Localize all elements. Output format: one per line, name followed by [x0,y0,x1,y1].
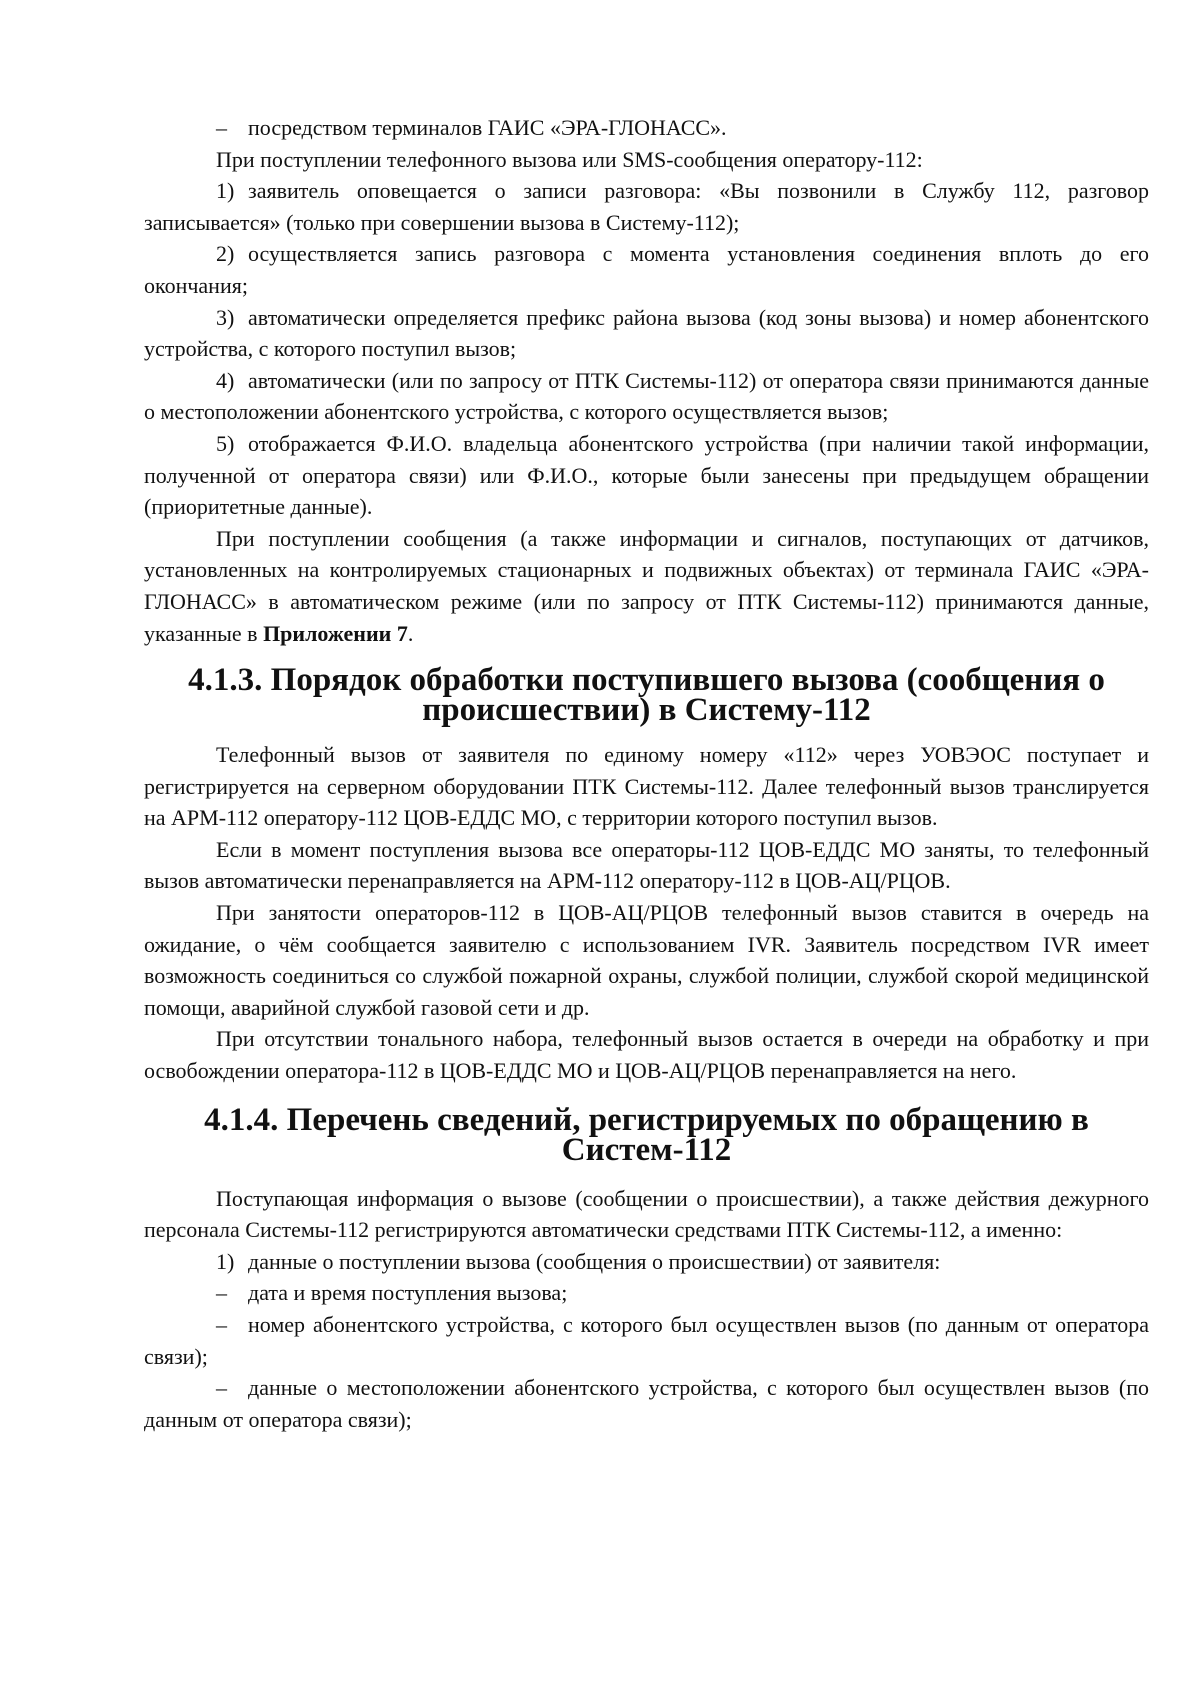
list-item-text: данные о поступлении вызова (сообщения о происшествии) от заявителя: [248,1248,941,1274]
list-number: 2) [216,241,235,267]
list-item-1 [144,175,1149,238]
list-item-4 [144,365,1149,428]
list-number: 5) [216,430,235,456]
dash-item-text: номер абонентского устройства, с которого был осуществлен вызов (по данным от оператора связи); [144,1312,1149,1369]
list-item-5 [144,428,1149,523]
section-413-paragraph-3: При занятости операторов-112 в ЦОВ-АЦ/РЦОВ телефонный вызов ставится в очередь на ожидание, о чём сообщается заявителю с использованием IVR. Заявитель посредством IVR имеет возможность соединиться со службой пожарной охраны, службой полиции, службой скорой медицинской помощи, аварийной службой газовой сети и др. [144,900,1149,1020]
list-number: 4) [216,367,235,393]
dash-item-2 [144,1309,1149,1372]
glonass-text-end: . [407,620,414,646]
intro-dash-item [144,112,1149,144]
dash-item-3 [144,1372,1149,1435]
list-item-text: автоматически определяется префикс района вызова (код зоны вызова) и номер абонентского устройства, с которого поступил вызов; [144,304,1149,362]
list-item-2 [144,238,1149,301]
glonass-text: При поступлении сообщения (а также информации и сигналов, поступающих от датчиков, установленных на контролируемых стационарных и подвижных объектах) от терминала ГАИС «ЭРА-ГЛОНАСС» в автоматическом режиме (или по запросу от ПТК Системы-112) принимаются данные, указанные в [144,525,1149,646]
intro-paragraph: При поступлении телефонного вызова или SMS-сообщения оператору-112: [216,146,923,172]
list-item-text: автоматически (или по запросу от ПТК Системы-112) от оператора связи принимаются данные о местоположении абонентского устройства, с которого осуществляется вызов; [144,367,1149,425]
section-414-heading: 4.1.4. Перечень сведений, регистрируемых по обращению в Систем-112 [204,1101,1089,1168]
list-item-3 [144,302,1149,365]
appendix-reference: Приложении 7 [263,620,408,646]
section-413-heading: 4.1.3. Порядок обработки поступившего вызова (сообщения о происшествии) в Систему-112 [188,662,1105,729]
dash-marker: – [216,1375,227,1401]
glonass-paragraph [144,523,1149,649]
intro-item-text: посредством терминалов ГАИС «ЭРА-ГЛОНАСС». [248,115,727,140]
list-number: 3) [216,304,235,330]
section-413-paragraph-1: Телефонный вызов от заявителя по единому номеру «112» через УОВЭОС поступает и регистрируется на серверном оборудовании ПТК Системы-112. Далее телефонный вызов транслируется на АРМ-112 оператору-112 ЦОВ-ЕДДС МО, с территории которого поступил вызов. [144,742,1149,831]
section-413-paragraph-4: При отсутствии тонального набора, телефонный вызов остается в очереди на обработку и при освобождении оператора-112 в ЦОВ-ЕДДС МО и ЦОВ-АЦ/РЦОВ перенаправляется на него. [144,1026,1149,1084]
dash-item-text: данные о местоположении абонентского устройства, с которого был осуществлен вызов (по данным от оператора связи); [144,1375,1149,1432]
list-item-text: заявитель оповещается о записи разговора: «Вы позвонили в Службу 112, разговор записывается» (только при совершении вызова в Систему-112); [144,178,1149,235]
section-413-paragraph-2: Если в момент поступления вызова все операторы-112 ЦОВ-ЕДДС МО заняты, то телефонный вызов автоматически перенаправляется на АРМ-112 оператору-112 в ЦОВ-АЦ/РЦОВ. [144,836,1149,894]
dash-marker: – [216,1312,227,1337]
list-number: 1) [216,178,235,204]
list-number: 1) [216,1248,235,1274]
dash-marker: – [216,1280,227,1306]
dash-item-text: дата и время поступления вызова; [248,1280,568,1306]
section-414-paragraph: Поступающая информация о вызове (сообщении о происшествии), а также действия дежурного персонала Системы-112 регистрируются автоматически средствами ПТК Системы-112, а именно: [144,1185,1149,1243]
list-item-text: отображается Ф.И.О. владельца абонентского устройства (при наличии такой информации, полученной от оператора связи) или Ф.И.О., которые были занесены при предыдущем обращении (приоритетные данные). [144,430,1149,520]
section-414-list-item-1 [144,1246,1149,1278]
list-item-text: осуществляется запись разговора с момента установления соединения вплоть до его окончания; [144,241,1149,298]
dash-marker: – [216,115,227,140]
dash-item-1 [144,1277,1149,1309]
